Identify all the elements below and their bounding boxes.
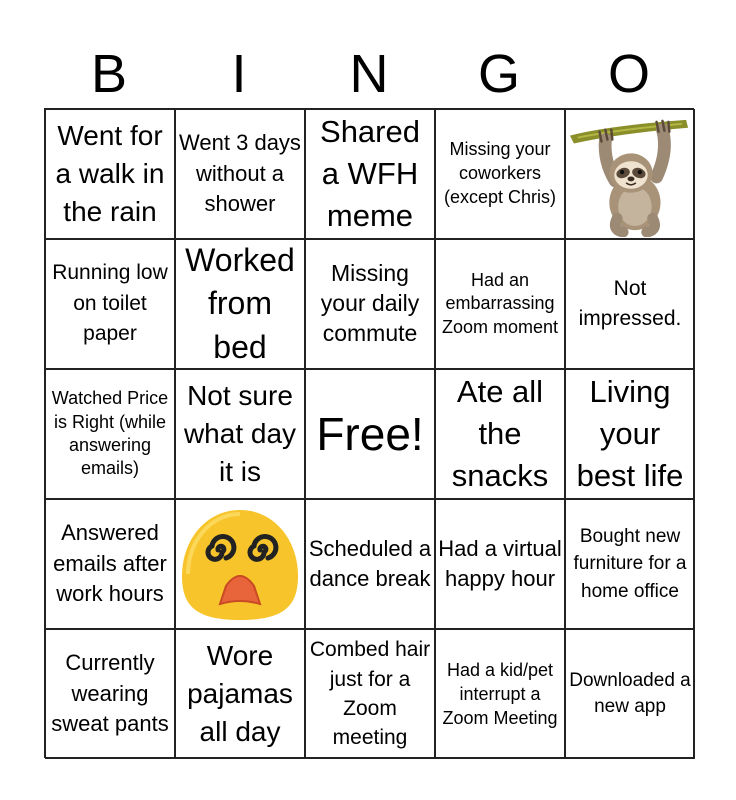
- cell-text: Living your best life: [576, 374, 684, 493]
- bingo-cell[interactable]: [305, 499, 435, 629]
- bingo-card: [44, 108, 694, 758]
- cell-text: Combed hair just for a Zoom meeting: [309, 638, 431, 750]
- bingo-cell[interactable]: [565, 499, 695, 629]
- cell-text: Downloaded a new app: [569, 670, 691, 717]
- bingo-cell[interactable]: [45, 239, 175, 369]
- bingo-cell[interactable]: [175, 109, 305, 239]
- header-letter-i: I: [231, 44, 247, 104]
- cell-text: Watched Price is Right (while answering emails): [51, 388, 169, 479]
- cell-text: Went 3 days without a shower: [179, 130, 301, 217]
- bingo-header: [44, 42, 694, 106]
- bingo-cell[interactable]: [45, 369, 175, 499]
- bingo-cell[interactable]: [175, 629, 305, 759]
- bingo-cell[interactable]: [45, 629, 175, 759]
- cell-text: Had an embarrassing Zoom moment: [441, 269, 559, 337]
- cell-text: Went for a walk in the rain: [55, 120, 165, 227]
- cell-text: Missing your coworkers (except Chris): [443, 139, 557, 207]
- header-letter-n: N: [349, 44, 389, 104]
- cell-text: Missing your daily commute: [320, 260, 420, 346]
- bingo-cell[interactable]: [565, 629, 695, 759]
- cell-text: Not impressed.: [578, 276, 682, 330]
- bingo-cell[interactable]: [45, 499, 175, 629]
- header-letter-b: B: [90, 44, 128, 104]
- cell-text: Had a kid/pet interrupt a Zoom Meeting: [442, 659, 558, 729]
- bingo-cell[interactable]: [435, 629, 565, 759]
- cell-text: Had a virtual happy hour: [438, 535, 562, 591]
- bingo-cell[interactable]: [435, 239, 565, 369]
- bingo-cell[interactable]: [565, 109, 695, 239]
- bingo-cell[interactable]: [175, 369, 305, 499]
- bingo-cell[interactable]: [565, 239, 695, 369]
- sloth-icon: [568, 111, 692, 237]
- cell-text: Running low on toilet paper: [52, 261, 168, 346]
- cell-text: Bought new furniture for a home office: [573, 525, 687, 602]
- free-space-text: Free!: [316, 408, 424, 460]
- cell-text: Ate all the snacks: [451, 374, 549, 493]
- bingo-cell[interactable]: [435, 109, 565, 239]
- bingo-cell[interactable]: [45, 109, 175, 239]
- cell-text: Not sure what day it is: [183, 380, 297, 487]
- cell-text: Wore pajamas all day: [187, 640, 293, 747]
- bingo-cell[interactable]: [565, 369, 695, 499]
- bingo-cell[interactable]: [175, 239, 305, 369]
- bingo-cell[interactable]: [305, 629, 435, 759]
- cell-text: Scheduled a dance break: [308, 535, 432, 591]
- header-letter-g: G: [477, 44, 520, 104]
- bingo-cell[interactable]: [305, 239, 435, 369]
- bingo-cell[interactable]: [435, 499, 565, 629]
- cell-text: Shared a WFH meme: [320, 114, 420, 233]
- bingo-cell-free[interactable]: [305, 369, 435, 499]
- header-letter-o: O: [607, 44, 650, 104]
- cell-text: Worked from bed: [185, 242, 295, 365]
- cell-text: Answered emails after work hours: [53, 520, 167, 607]
- cell-text: Currently wearing sweat pants: [51, 650, 169, 737]
- bingo-cell[interactable]: [305, 109, 435, 239]
- dizzy-face-icon: [178, 502, 302, 626]
- bingo-cell[interactable]: [175, 499, 305, 629]
- bingo-cell[interactable]: [435, 369, 565, 499]
